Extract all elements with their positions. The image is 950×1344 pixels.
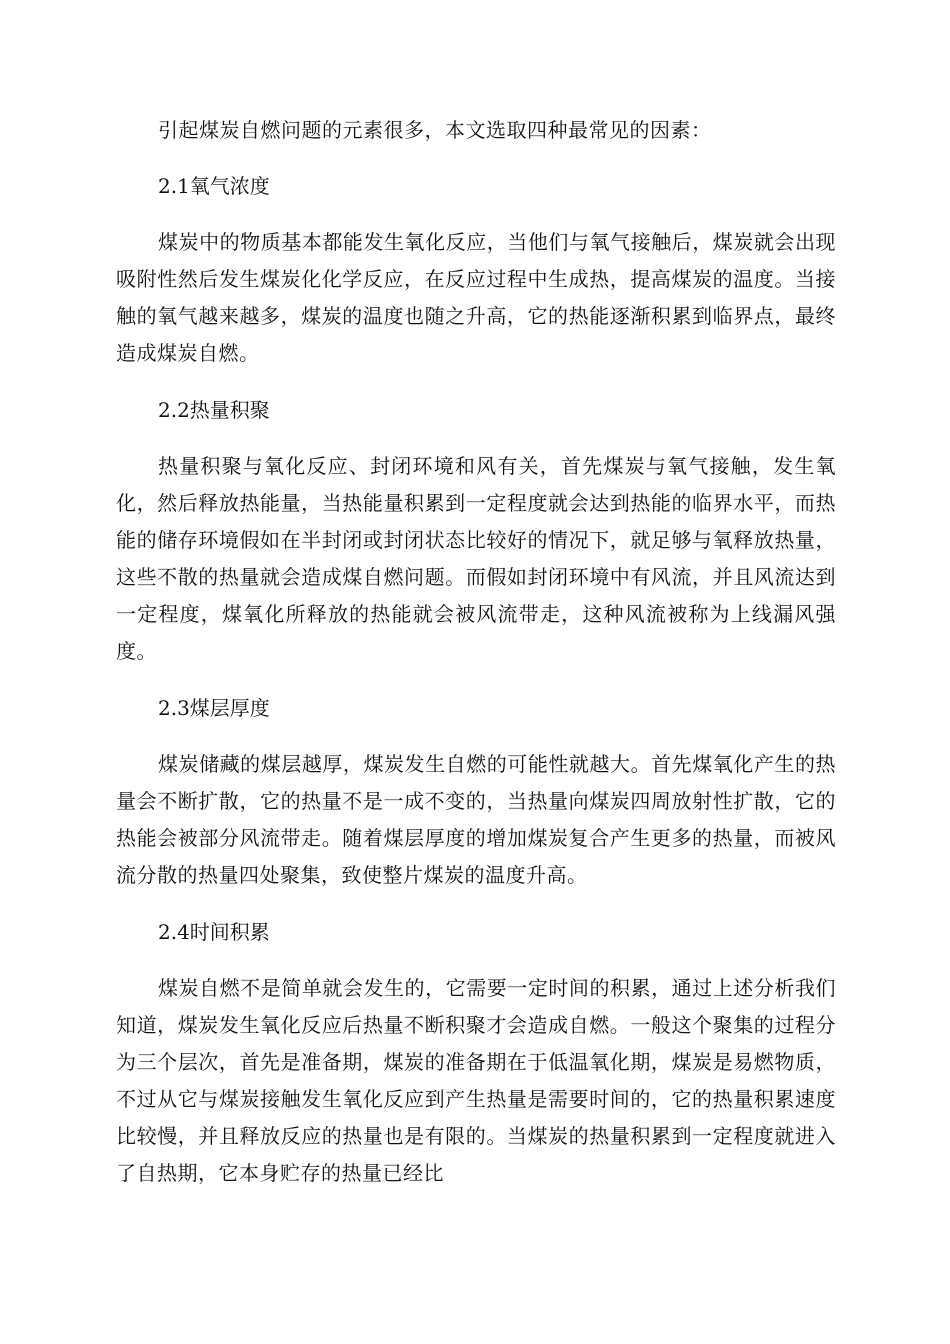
intro-paragraph: 引起煤炭自燃问题的元素很多，本文选取四种最常见的因素： — [158, 118, 712, 142]
section-body-heat: 热量积聚与氧化反应、封闭环境和风有关，首先煤炭与氧气接触，发生氧化，然后释放热能量，当热能量积累到一定程度就会达到热能的临界水平，而热能的储存环境假如在半封闭或封闭状态比较好的情况下，就足够与氧释放热量，这些不散的热量就会造成煤自燃问题。而假如封闭环境中有风流，并且风流达到一定程度，煤氧化所释放的热能就会被风流带走，这种风流被称为上线漏风强度。 — [116, 454, 836, 663]
section-body-oxygen: 煤炭中的物质基本都能发生氧化反应，当他们与氧气接触后，煤炭就会出现吸附性然后发生煤炭化化学反应，在反应过程中生成热，提高煤炭的温度。当接触的氧气越来越多，煤炭的温度也随之升高，它的热能逐渐积累到临界点，最终造成煤炭自燃。 — [116, 230, 836, 365]
document-body — [116, 112, 836, 1192]
section-heading-thickness: 2.3煤层厚度 — [158, 696, 270, 720]
section-heading-heat: 2.2热量积聚 — [158, 398, 270, 422]
section-body-thickness: 煤炭储藏的煤层越厚，煤炭发生自燃的可能性就越大。首先煤氧化产生的热量会不断扩散，它的热量不是一成不变的，当热量向煤炭四周放射性扩散，它的热能会被部分风流带走。随着煤层厚度的增加煤炭复合产生更多的热量，而被风流分散的热量四处聚集，致使整片煤炭的温度升高。 — [116, 752, 836, 887]
section-heading-oxygen: 2.1氧气浓度 — [158, 174, 270, 198]
section-heading-time: 2.4时间积累 — [158, 920, 270, 944]
section-body-time: 煤炭自燃不是简单就会发生的，它需要一定时间的积累，通过上述分析我们知道，煤炭发生氧化反应后热量不断积聚才会造成自燃。一般这个聚集的过程分为三个层次，首先是准备期，煤炭的准备期在于低温氧化期，煤炭是易燃物质，不过从它与煤炭接触发生氧化反应到产生热量是需要时间的，它的热量积累速度比较慢，并且释放反应的热量也是有限的。当煤炭的热量积累到一定程度就进入了自热期，它本身贮存的热量已经比 — [116, 976, 836, 1185]
